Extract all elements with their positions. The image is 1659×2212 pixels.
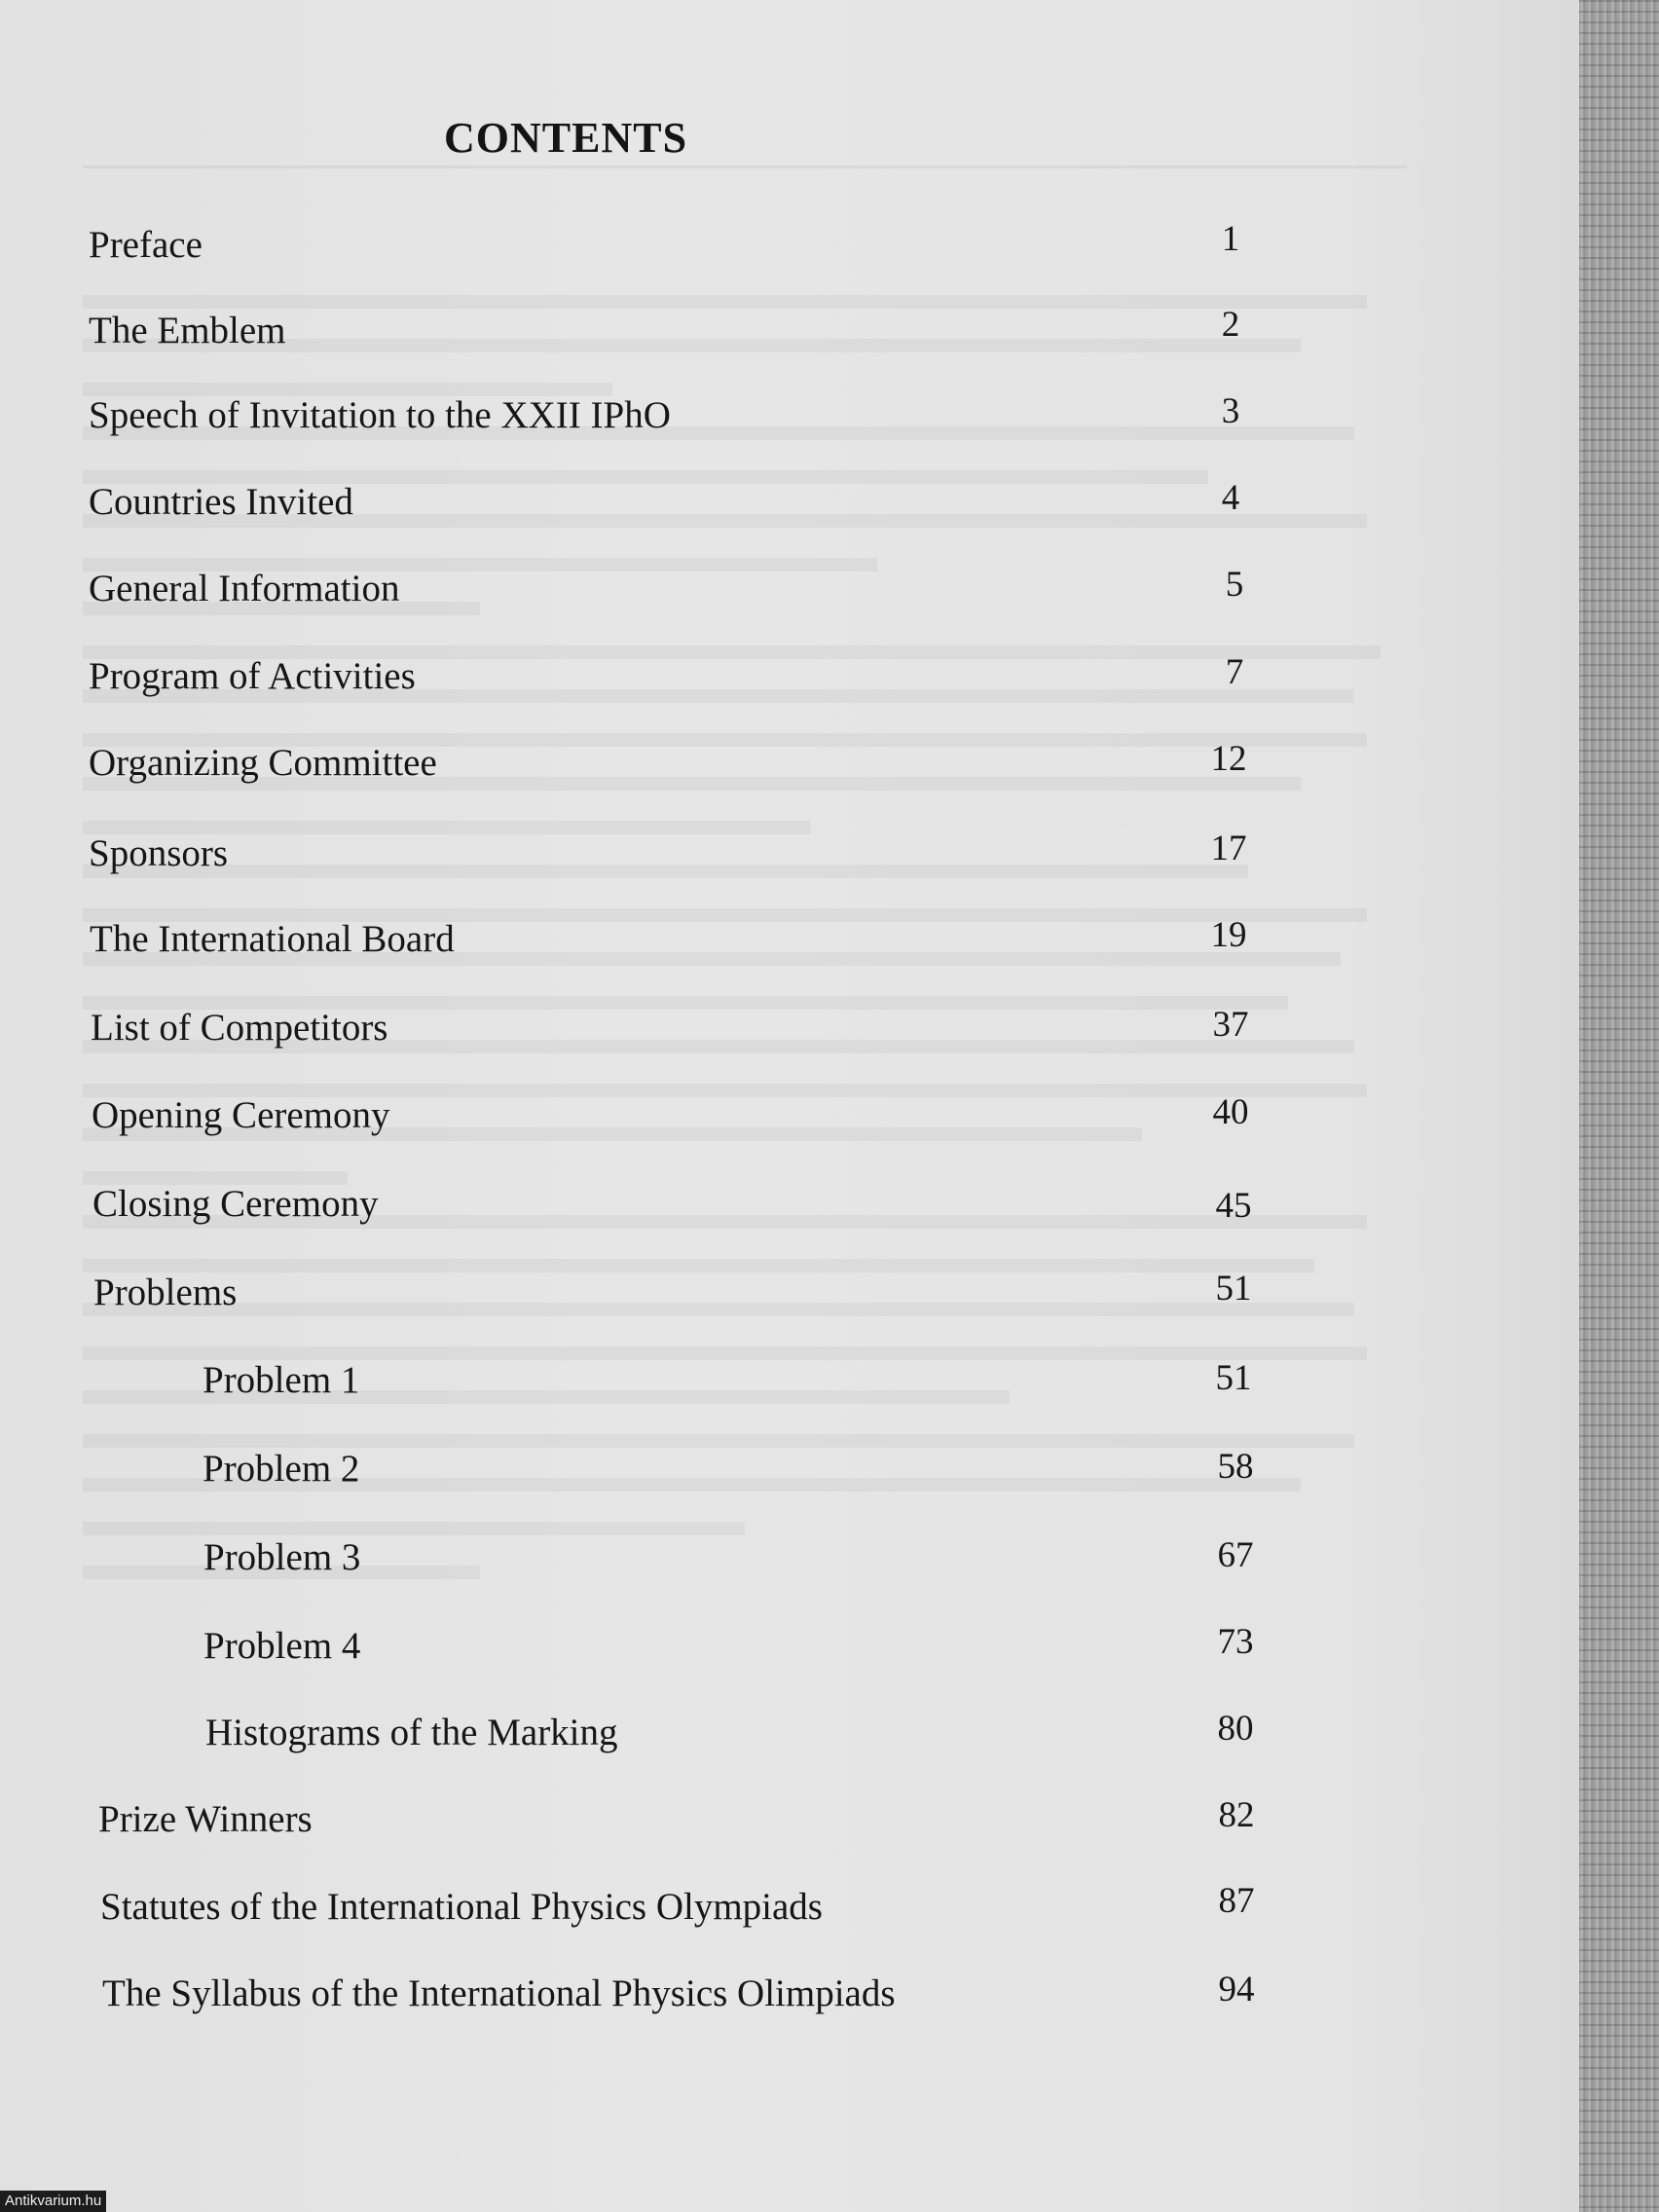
toc-entry-sub <box>0 1534 1579 1593</box>
toc-entry-title: The International Board <box>90 918 455 960</box>
toc-entry <box>0 916 1579 975</box>
toc-entry-page: 51 <box>1215 1269 1252 1309</box>
page-title: CONTENTS <box>444 114 688 162</box>
toc-entry-page: 40 <box>1212 1092 1249 1132</box>
toc-entry-title: Sponsors <box>89 832 229 874</box>
toc-entry-page: 80 <box>1217 1709 1254 1749</box>
toc-entry-title: Problem 2 <box>203 1448 360 1490</box>
toc-entry-page: 5 <box>1225 565 1244 605</box>
toc-entry-title: Speech of Invitation to the XXII IPhO <box>89 394 671 436</box>
toc-entry <box>0 1796 1579 1855</box>
toc-entry-title: Closing Ceremony <box>92 1183 379 1225</box>
toc-entry <box>0 830 1579 889</box>
toc-entry-sub <box>0 1710 1579 1768</box>
toc-entry-sub <box>0 1623 1579 1681</box>
toc-entry-page: 3 <box>1221 391 1240 431</box>
toc-entry-title: Countries Invited <box>89 481 353 523</box>
toc-entry-title: Problem 4 <box>203 1625 361 1667</box>
toc-entry <box>0 1181 1579 1239</box>
toc-entry-page: 1 <box>1221 219 1240 259</box>
toc-entry <box>0 305 1579 366</box>
toc-entry-title: Problem 1 <box>203 1359 360 1401</box>
toc-entry <box>0 1270 1579 1328</box>
toc-entry-page: 67 <box>1217 1535 1254 1575</box>
toc-entry-page: 19 <box>1210 915 1247 955</box>
toc-entry-title: Prize Winners <box>98 1798 313 1840</box>
toc-entry-title: General Information <box>89 568 400 609</box>
toc-entry <box>0 1005 1579 1063</box>
toc-entry-title: Preface <box>89 224 203 266</box>
toc-entry-page: 4 <box>1221 478 1240 518</box>
toc-entry-title: The Emblem <box>89 310 286 351</box>
watermark: Antikvarium.hu <box>0 2191 106 2212</box>
toc-entry-page: 87 <box>1218 1881 1255 1921</box>
toc-entry-title: The Syllabus of the International Physics Olimpiads <box>102 1972 896 2014</box>
toc-entry <box>0 740 1579 798</box>
toc-entry-page: 2 <box>1221 305 1240 345</box>
toc-entry-sub <box>0 1446 1579 1504</box>
toc-entry <box>0 219 1579 280</box>
toc-entry-title: Problem 3 <box>203 1536 361 1578</box>
toc-entry-page: 94 <box>1218 1970 1255 2009</box>
toc-entry-title: Statutes of the International Physics Olympiads <box>100 1886 823 1928</box>
toc-entry <box>0 479 1579 537</box>
toc-entry-page: 73 <box>1217 1622 1254 1662</box>
toc-entry-page: 17 <box>1210 829 1247 868</box>
toc-entry-page: 51 <box>1215 1358 1252 1398</box>
toc-entry-title: Organizing Committee <box>89 742 437 784</box>
toc-entry <box>0 566 1579 624</box>
toc-entry-page: 12 <box>1210 739 1247 779</box>
toc-entry-title: Problems <box>93 1272 238 1313</box>
toc-entry-title: Program of Activities <box>89 655 416 697</box>
toc-entry <box>0 653 1579 712</box>
toc-entry-page: 58 <box>1217 1447 1254 1487</box>
toc-entry-page: 82 <box>1218 1795 1255 1835</box>
toc-entry-title: List of Competitors <box>91 1007 388 1049</box>
toc-entry-title: Opening Ceremony <box>92 1094 390 1136</box>
toc-entry <box>0 1971 1579 2029</box>
toc-entry-sub <box>0 1357 1579 1416</box>
toc-entry-page: 37 <box>1212 1005 1249 1045</box>
toc-entry <box>0 1092 1579 1151</box>
toc-entry-page: 7 <box>1225 652 1244 692</box>
book-page-edges <box>1579 0 1659 2212</box>
toc-entry-page: 45 <box>1215 1186 1252 1226</box>
ghost-rule <box>83 166 1407 168</box>
toc-entry <box>0 392 1579 451</box>
toc-entry-title: Histograms of the Marking <box>205 1712 618 1753</box>
toc-entry <box>0 1881 1579 1942</box>
